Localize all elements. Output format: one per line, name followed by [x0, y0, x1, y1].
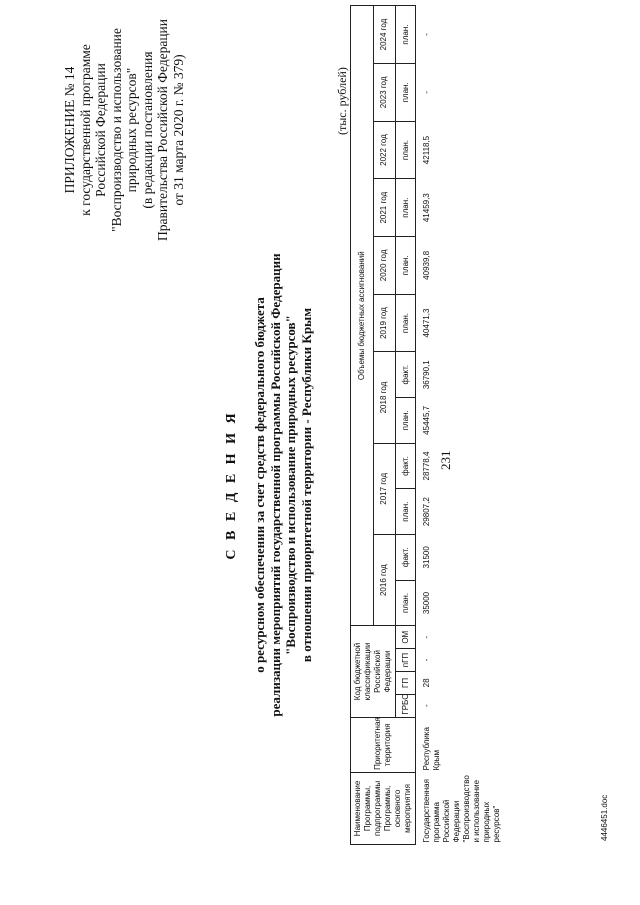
header-year: 2019 год [373, 294, 396, 352]
header-code: пГП [396, 649, 416, 672]
appendix-line: к государственной программе [77, 44, 93, 216]
document-heading [224, 205, 314, 765]
header-sub: факт. [396, 443, 416, 489]
header-sub: план. [396, 237, 416, 295]
header-year: 2021 год [373, 179, 396, 237]
header-sub: факт. [396, 352, 416, 398]
appendix-block [62, 15, 186, 245]
header-year: 2016 год [373, 535, 396, 626]
document-title: С В Е Д Е Н И Я [224, 410, 239, 560]
header-year: 2023 год [373, 64, 396, 122]
header-year: 2018 год [373, 352, 396, 443]
header-sub: план. [396, 580, 416, 626]
cell-value: 45445,7 [422, 405, 431, 435]
header-code: ГРБС [396, 694, 416, 717]
header-sub: план. [396, 489, 416, 535]
header-year: 2022 год [373, 121, 396, 179]
cell-territory: Республика Крым [422, 727, 441, 771]
budget-table [350, 5, 520, 845]
cell-value: 36790,1 [422, 360, 431, 390]
cell-value: 40939,8 [422, 250, 431, 280]
cell-value: 40471,3 [422, 308, 431, 338]
cell-code: - [422, 635, 431, 639]
header-code-group: Код бюджетной классификации Российской Федерации [351, 626, 396, 717]
header-code: ГП [396, 671, 416, 694]
cell-code: 28 [422, 678, 431, 688]
cell-value: 31500 [422, 546, 431, 569]
header-territory: Приоритетная территория [351, 717, 416, 772]
appendix-line: Российской Федерации [93, 63, 108, 197]
appendix-line: "Воспроизводство и использование [108, 28, 124, 232]
header-sub: факт. [396, 535, 416, 581]
header-volumes: Объемы бюджетных ассигнований [351, 6, 374, 626]
header-code: ОМ [396, 626, 416, 649]
cell-value: - [422, 91, 431, 94]
appendix-line: ПРИЛОЖЕНИЕ № 14 [62, 66, 77, 194]
header-year: 2020 год [373, 237, 396, 295]
header-year: 2017 год [373, 443, 396, 534]
cell-code: - [422, 704, 431, 708]
header-sub: план. [396, 6, 416, 64]
appendix-line: от 31 марта 2020 г. № 379) [170, 54, 186, 206]
page-number: 231 [438, 450, 453, 470]
cell-value: 29807,2 [422, 497, 431, 527]
header-sub: план. [396, 121, 416, 179]
cell-program-name: Государственная программа Российской Федерации "Воспроизводство и использование природных ресурсов" [422, 775, 501, 843]
header-sub: план. [396, 179, 416, 237]
cell-value: - [422, 33, 431, 36]
cell-value: 41459,3 [422, 193, 431, 223]
heading-line: о ресурсном обеспечении за счет средств федерального бюджета [252, 297, 267, 673]
cell-code: - [422, 658, 431, 662]
appendix-line: природных ресурсов" [124, 67, 139, 193]
table-row [416, 6, 521, 845]
appendix-line: Правительства Российской Федерации [155, 19, 170, 241]
header-sub: план. [396, 398, 416, 444]
footer-filename: 4446451.doc [600, 794, 609, 841]
heading-line: "Воспроизводство и использование природных ресурсов" [283, 315, 298, 655]
header-sub: план. [396, 64, 416, 122]
cell-value: 35000 [422, 591, 431, 615]
appendix-line: (в редакции постановления [139, 51, 155, 209]
heading-line: в отношении приоритетной территории - Республики Крым [298, 307, 314, 663]
cell-value: 28778,4 [422, 451, 431, 481]
cell-value: 42118,5 [422, 135, 431, 165]
heading-line: реализации мероприятий государственной программы Российской Федерации [267, 253, 283, 717]
header-sub: план. [396, 294, 416, 352]
units-label: (тыс. рублей) [335, 67, 349, 135]
header-name: Наименование Программы, подпрограммы Программы, основного мероприятия [351, 772, 416, 844]
header-year: 2024 год [373, 6, 396, 64]
